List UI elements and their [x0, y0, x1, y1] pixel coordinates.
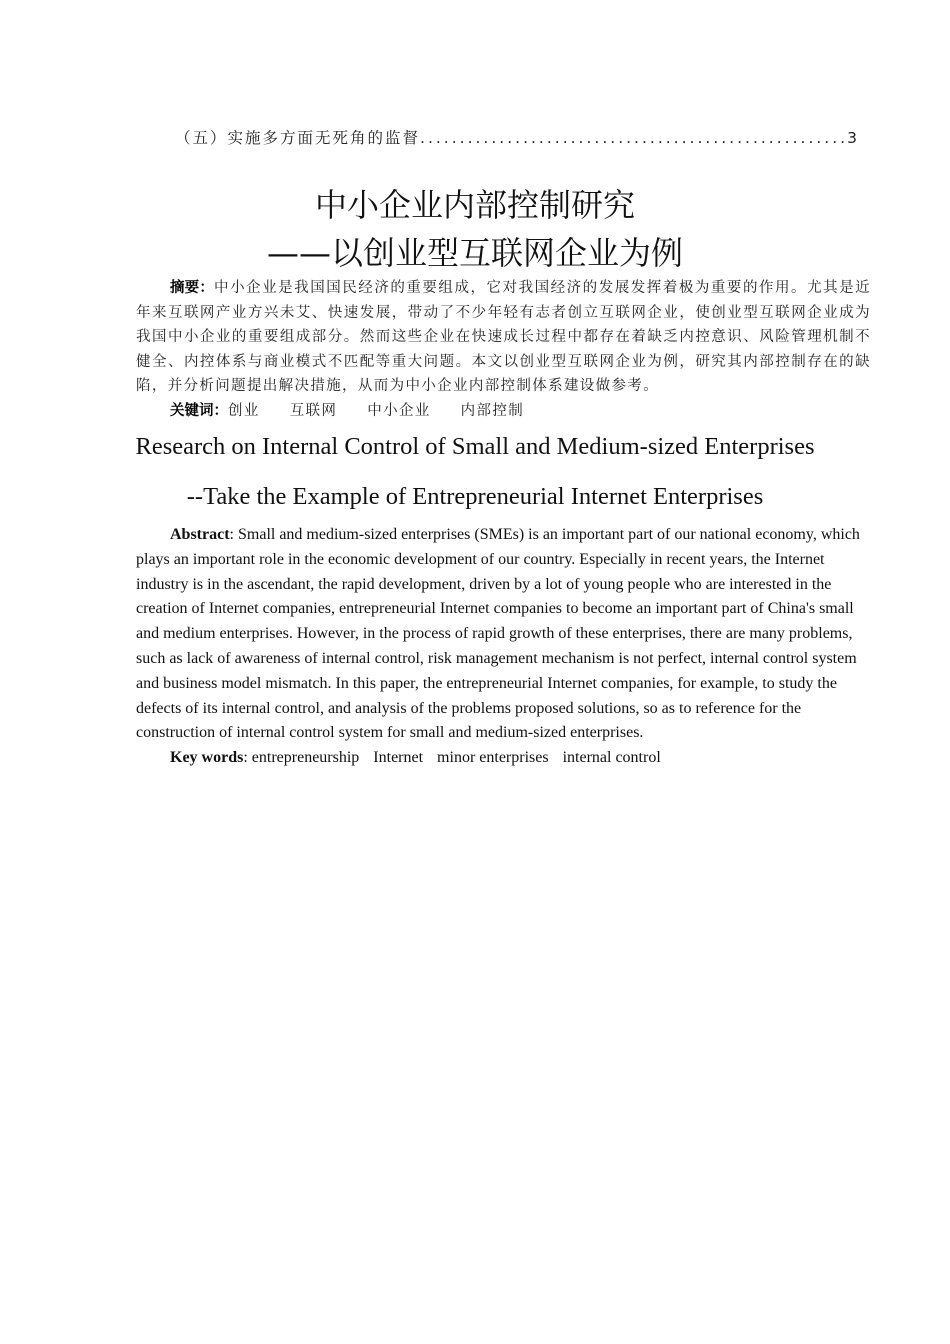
keywords-en-label: Key words	[170, 749, 244, 767]
abstract-cn-paragraph	[136, 276, 871, 399]
abstract-en-text: : Small and medium-sized enterprises (SMEs) is an important part of our national economy, which plays an important role in the economic development of our country. Especially in recent years, the Internet industry is in the ascendant, the rapid development, driven by a lot of young people who are interested in the creation of Internet companies, entrepreneurial Internet companies to become an important part of China's small and medium enterprises. However, in the process of rapid growth of these enterprises, there are many problems, such as lack of awareness of internal control, risk management mechanism is not perfect, internal control system and business model mismatch. In this paper, the entrepreneurial Internet companies, for example, to study the defects of its internal control, and analysis of the problems proposed solutions, so as to reference for the construction of internal control system for small and medium-sized enterprises.	[136, 526, 860, 742]
keyword-cn: 中小企业	[367, 402, 431, 419]
keyword-cn: 创业	[228, 402, 260, 419]
keywords-en-paragraph	[136, 746, 860, 771]
abstract-en-paragraph	[136, 523, 860, 746]
toc-entry[interactable]	[175, 126, 859, 148]
abstract-en-section	[136, 523, 860, 771]
keyword-en: minor enterprises	[437, 749, 549, 767]
toc-entry-title: （五）实施多方面无死角的监督	[175, 129, 421, 147]
toc-leader-dots	[420, 129, 847, 147]
keyword-en: internal control	[562, 749, 661, 767]
title-en-subtitle: --Take the Example of Entrepreneurial Internet Enterprises	[186, 483, 764, 510]
keyword-en: entrepreneurship	[251, 749, 360, 767]
toc-page-number: 3	[847, 129, 859, 147]
keywords-en-separator: :	[243, 749, 252, 767]
keywords-cn-label: 关键词：	[170, 402, 228, 419]
abstract-cn-text: 中小企业是我国国民经济的重要组成，它对我国经济的发展发挥着极为重要的作用。尤其是近年来互联网产业方兴未艾、快速发展，带动了不少年轻有志者创立互联网企业，使创业型互联网企业成为我国中小企业的重要组成部分。然而这些企业在快速成长过程中都存在着缺乏内控意识、风险管理机制不健全、内控体系与商业模式不匹配等重大问题。本文以创业型互联网企业为例，研究其内部控制存在的缺陷，并分析问题提出解决措施，从而为中小企业内部控制体系建设做参考。	[136, 280, 872, 395]
keyword-cn: 内部控制	[460, 402, 525, 419]
title-en-main: Research on Internal Control of Small and Medium-sized Enterprises	[135, 433, 815, 460]
abstract-cn-section	[136, 276, 871, 424]
abstract-en-label: Abstract	[170, 526, 230, 543]
keyword-cn: 互联网	[289, 402, 338, 419]
title-cn-subtitle: ——以创业型互联网企业为例	[266, 234, 683, 272]
title-cn-main: 中小企业内部控制研究	[314, 186, 635, 224]
keyword-en: Internet	[373, 749, 424, 767]
keywords-cn-paragraph	[136, 399, 871, 424]
abstract-cn-label: 摘要：	[170, 280, 215, 296]
